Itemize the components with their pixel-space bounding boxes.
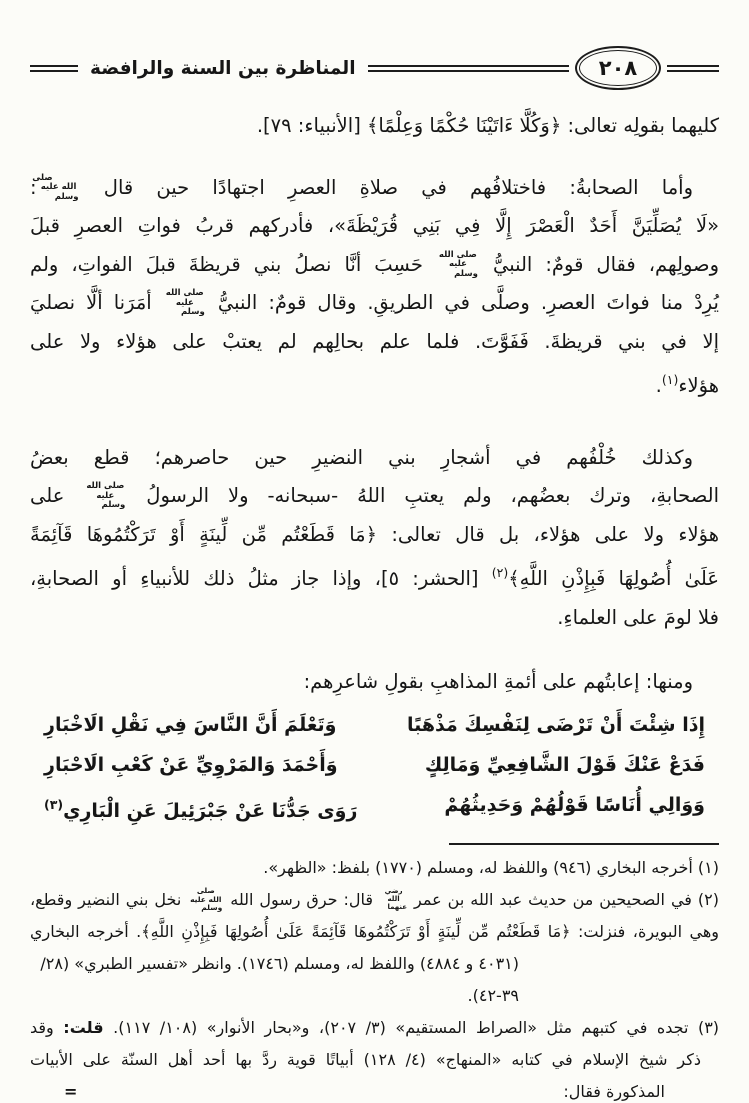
body-text: [الحشر: ٥]، وإذا جاز مثلُ ذلك للأنبياءِ أو الصحابةِ، — [30, 567, 492, 590]
header-rule-left — [30, 65, 78, 72]
body-line: وكذلك خُلْفُهم في أشجارِ بني النضيرِ حين حاصرهم؛ قطع بعضُ — [30, 445, 693, 469]
body-line — [30, 477, 719, 516]
paragraph-1 — [30, 107, 719, 146]
body-text: عَلَىٰ أُصُولِهَا فَبِإِذْنِ اللَّهِ﴾ — [508, 567, 719, 590]
body-text: . — [655, 374, 662, 397]
body-line — [30, 361, 719, 406]
footnote-1-line: (١) أخرجه البخاري (٩٤٦) واللفظ له، ومسلم (١٧٧٠) بلفظ: «الظهر». — [263, 857, 719, 877]
poem-verse-3 — [44, 785, 705, 831]
poem-verse-2 — [44, 745, 705, 785]
footnote-ref-2: (٢) — [491, 565, 509, 580]
footnote-text: قال: حرق رسول الله — [230, 889, 374, 909]
body-line: كليهما بقولِه تعالى: ﴿وَكُلَّا ءَاتَيْنَا حُكْمًا وَعِلْمًا﴾ [الأنبياء: ٧٩]. — [256, 114, 719, 137]
continuation-mark: = — [64, 1081, 78, 1101]
body-text: هؤلاء — [678, 374, 719, 397]
body-text: : — [30, 175, 37, 199]
body-text: يُرِدْ منا فواتَ العصرِ. وصلَّى في الطريقِ. وقال قومٌ: النبيُّ — [217, 291, 719, 314]
poem-hemistich-left: وَأَحْمَدَ وَالمَرْوِيِّ عَنْ كَعْبِ الَاحْبَارِ — [44, 753, 338, 776]
poem-hemistich-left — [44, 785, 357, 831]
honorific-saw-icon: صلى الله عليه وسلم — [190, 886, 223, 913]
body-line: ومنها: إعابتُهم على أئمةِ المذاهبِ بقولِ شاعرِهم: — [303, 670, 693, 693]
body-text: الصحابةِ، وترك بعضُهم، ولم يعتبِ اللهُ -سبحانه- ولا الرسولُ — [146, 484, 720, 507]
page-number: ٢٠٨ — [598, 56, 638, 80]
body-line — [30, 284, 719, 323]
body-line: هؤلاء ولا على هؤلاء، بل قال تعالى: ﴿مَا قَطَعْتُم مِّن لِّينَةٍ أَوْ تَرَكْتُمُوهَا قَآئِمَةً — [30, 522, 719, 546]
body-line — [30, 554, 719, 599]
footnote-separator — [449, 843, 719, 845]
honorific-saw-icon: صلى الله عليه وسلم — [438, 249, 478, 279]
body-text: على — [30, 484, 65, 507]
footnote-ref-1: (١) — [661, 372, 679, 387]
page-header — [30, 46, 719, 90]
body-line: فلا لومَ على العلماءِ. — [557, 605, 719, 629]
header-rule-middle — [368, 65, 569, 72]
footnotes — [30, 852, 719, 1103]
honorific-anhuma-icon: رضي الله عنهما — [384, 887, 408, 911]
body-line — [30, 246, 719, 285]
paragraph-3 — [30, 439, 719, 638]
poem-hemistich-left: وَتَعْلَمَ أَنَّ النَّاسَ فِي نَقْلِ الَاخْبَارِ — [44, 713, 337, 736]
footnote-text: المذكورة فقال: — [563, 1081, 665, 1101]
footnote-2-line: (٤٠٣١ و ٤٨٨٤) واللفظ له، ومسلم (١٧٤٦). وانظر «تفسير الطبري» (٢٨/ ٣٩-٤٢). — [40, 953, 519, 1005]
footnote-3-line — [30, 1076, 719, 1103]
body-line: إلا في بني قريظةَ. فَفَوَّتَ. فلما علم بحالِهم لم يعتبْ على هؤلاء ولا على — [30, 329, 719, 353]
footnote-2-line — [30, 884, 719, 916]
poem-verse-1 — [44, 705, 705, 745]
body-text: وصولِهم، فقال قومٌ: النبيُّ — [492, 252, 720, 276]
footnote-2-line: وهي البويرة، فنزلت: ﴿مَا قَطَعْتُم مِّن لِّينَةٍ أَوْ تَرَكْتُمُوهَا قَآئِمَةً عَلَىٰ أُصُولِهَا فَبِإِذْنِ اللَّهِ﴾. أخرجه البخاري — [30, 921, 719, 941]
paragraph-4 — [30, 663, 719, 702]
body-line: «لَا يُصَلِّيَنَّ أَحَدٌ الْعَصْرَ إِلَّا فِي بَنِي قُرَيْظَةَ»، فأدركهم قربُ فواتِ العصرِ قبلَ — [30, 214, 719, 237]
footnote-3-line — [30, 1012, 719, 1044]
body-text: وأما الصحابةُ: فاختلافُهم في صلاةِ العصرِ اجتهادًا حين قال — [103, 175, 693, 199]
poem-hemistich-right: إِذَا شِئْتَ أَنْ تَرْضَى لِنَفْسِكَ مَذْهَبًا — [406, 713, 705, 736]
poem-hemistich-right: وَوَالِي أُنَاسًا قَوْلُهُمْ وَحَدِيثُهُمْ — [444, 793, 705, 816]
body-text: حَسِبَ أنَّا نصلُ بني قريظةَ قبلَ الفواتِ، ولم — [30, 252, 423, 276]
poem-text: رَوَى جَدُّنَا عَنْ جَبْرَئِيلَ عَنِ الْبَارِي — [63, 799, 358, 822]
footnote-ref-3: (٣) — [44, 796, 64, 812]
page-number-badge — [575, 46, 661, 90]
footnote-text: نخل بني النضير وقطع، — [30, 889, 182, 909]
poem-hemistich-right: فَدَعْ عَنْكَ قَوْلَ الشَّافِعِيِّ وَمَالِكٍ — [424, 753, 705, 776]
body-line — [30, 169, 719, 208]
paragraph-2 — [30, 169, 719, 406]
footnote-text: وقد — [30, 1017, 64, 1037]
honorific-saw-icon: صلى الله عليه وسلم — [86, 481, 126, 511]
footnote-text-bold: قلت: — [63, 1017, 104, 1037]
book-title: المناظرة بين السنة والرافضة — [90, 57, 356, 79]
poem — [30, 705, 719, 831]
honorific-saw-icon: صلى الله عليه وسلم — [32, 172, 79, 202]
footnote-text: (٣) تجده في كتبهم مثل «الصراط المستقيم» (٣/ ٢٠٧)، و«بحار الأنوار» (١٠٨/ ١١٧). — [103, 1017, 720, 1037]
footnote-text: (٢) في الصحيحين من حديث عبد الله بن عمر — [414, 889, 720, 909]
honorific-saw-icon: صلى الله عليه وسلم — [165, 288, 205, 318]
footnote-3-line: ذكر شيخ الإسلام في كتابه «المنهاج» (٤/ ١٢٨) أبياتًا قوية ردَّ بها أحد أهل السنّة على الأبيات — [30, 1049, 701, 1069]
header-rule-right — [667, 65, 719, 72]
body-text: أمَرَنا ألَّا نصليَ — [30, 291, 152, 314]
